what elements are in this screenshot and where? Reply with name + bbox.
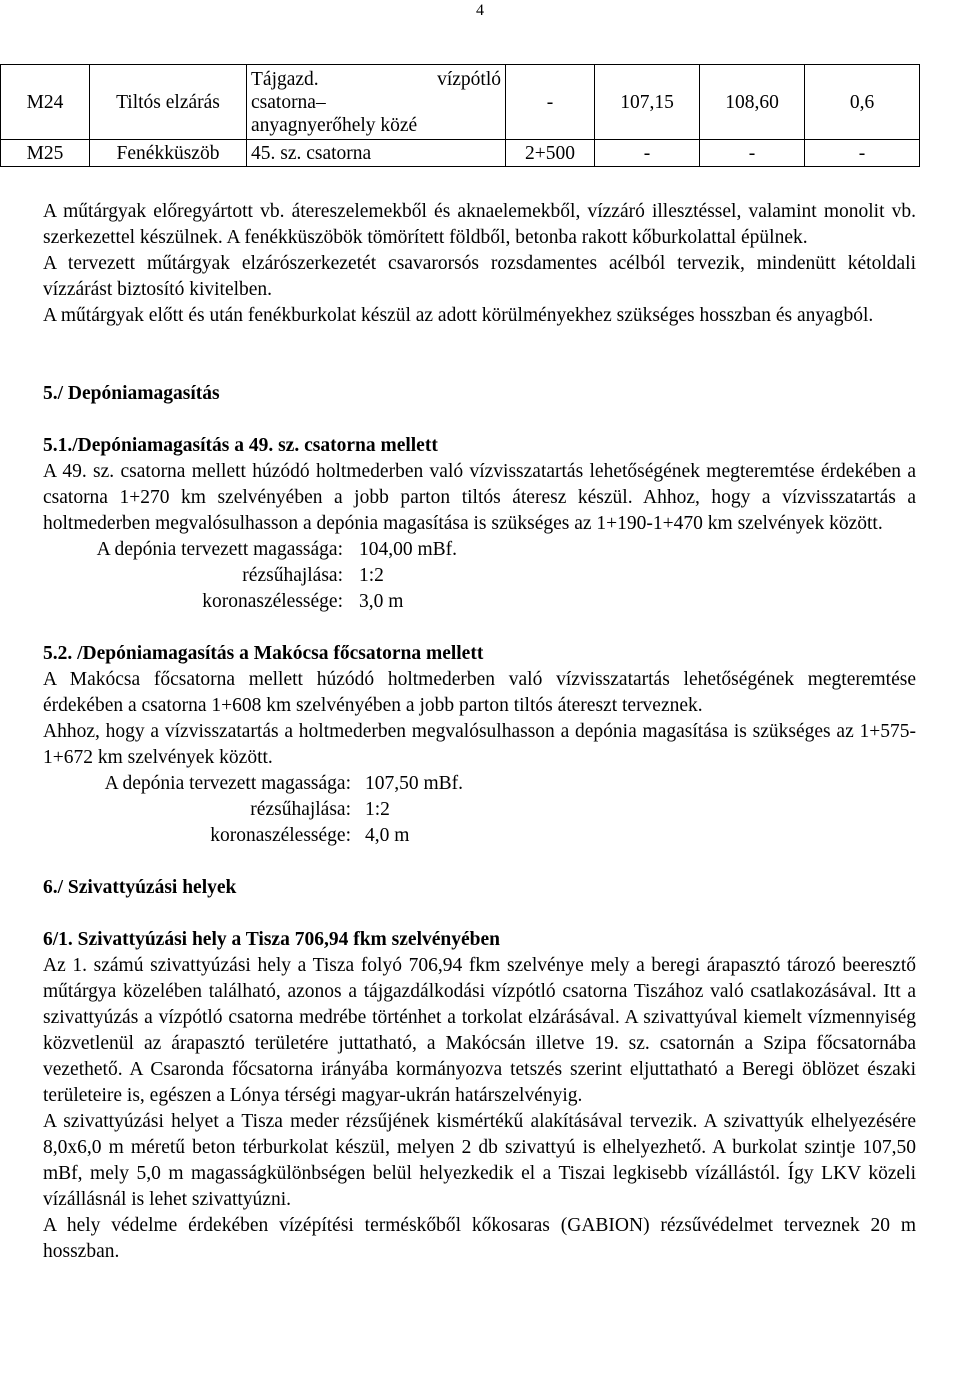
table-cell-location: 45. sz. csatorna — [247, 140, 506, 167]
table-cell-name: Fenékküszöb — [90, 140, 247, 167]
spec-value: 1:2 — [359, 565, 384, 586]
paragraph: A műtárgyak előtt és után fenékburkolat készül az adott körülményekhez szükséges hosszban és anyagból. — [43, 305, 874, 326]
table-row — [1, 65, 920, 140]
table-cell-id: M25 — [1, 140, 90, 167]
paragraph: A hely védelme érdekében vízépítési terméskőből kőkosaras (GABION) rézsűvédelmet terveznek 20 m hosszban. — [43, 1215, 916, 1262]
paragraph: Ahhoz, hogy a vízvisszatartás a holtmederben megvalósulhasson a depónia magasítása is szükséges az 1+575-1+672 km szelvények között. — [43, 721, 916, 768]
page-number: 4 — [476, 2, 484, 19]
paragraph: A Makócsa főcsatorna mellett húzódó holtmederben való vízvisszatartás lehetőségének megteremtése érdekében a csatorna 1+608 km szelvényében a jobb parton tiltós átereszt terveznek. — [43, 669, 916, 716]
spec-row — [43, 563, 916, 589]
spec-value: 1:2 — [365, 799, 390, 820]
spec-label: koronaszélessége: — [202, 591, 343, 612]
table-cell-section: 2+500 — [506, 140, 595, 167]
spec-label: A depónia tervezett magassága: — [104, 773, 351, 794]
spec-value: 3,0 m — [359, 591, 404, 612]
table-cell-location — [247, 65, 506, 140]
paragraph: A műtárgyak előregyártott vb. átereszelemekből és aknaelemekből, vízzáró illesztéssel, valamint monolit vb. szerkezettel készülnek. A fenékküszöbök tömörített földből, betonba rakott kőburkolattal épülnek. — [43, 201, 916, 248]
spec-value: 4,0 m — [365, 825, 410, 846]
table-cell-value-2: 108,60 — [700, 65, 805, 140]
paragraph: A tervezett műtárgyak elzárószerkezetét csavarorsós rozsdamentes acélból tervezik, mindenütt kétoldali vízzárást biztosító kivitelben. — [43, 253, 916, 300]
location-part-a: Tájgazd. — [251, 68, 319, 90]
location-part-b: vízpótló — [437, 68, 501, 90]
structures-table — [0, 64, 920, 167]
paragraph: A 49. sz. csatorna mellett húzódó holtmederben való vízvisszatartás lehetőségének megteremtése érdekében a csatorna 1+270 km szelvényében a jobb parton tiltós áteresz készül. Ahhoz, hogy a vízvisszatartás a holtmederben megvalósulhasson a depónia magasítása is szükséges az 1+190-1+470 km szelvények között. — [43, 461, 916, 534]
table-cell-id: M24 — [1, 65, 90, 140]
section-heading: 5./ Depóniamagasítás — [43, 383, 220, 404]
spec-value: 107,50 mBf. — [365, 773, 464, 794]
location-part-d: anyagnyerőhely közé — [251, 114, 418, 136]
table-cell-section: - — [506, 65, 595, 140]
document-body — [43, 199, 916, 1265]
spec-row — [43, 589, 916, 615]
table-cell-value-3: - — [805, 140, 920, 167]
table-cell-value-1: 107,15 — [595, 65, 700, 140]
table-row — [1, 140, 920, 167]
spec-row — [43, 771, 916, 797]
spec-value: 104,00 mBf. — [359, 539, 458, 560]
spec-label: A depónia tervezett magassága: — [96, 539, 343, 560]
spec-label: rézsűhajlása: — [250, 799, 351, 820]
paragraph: A szivattyúzási helyet a Tisza meder rézsűjének kismértékű alakításával tervezik. A szivattyúk elhelyezésére 8,0x6,0 m méretű beton térburkolat készül, melyen 2 db szivattyú is elhelyezhető. A burkolat szintje 107,50 mBf, mely 5,0 m magasságkülönbségen belül helyezkedik el a Tiszai legkisebb vízállástól. Így LKV közeli vízállásnál is lehet szivattyúzni. — [43, 1111, 916, 1210]
table-cell-name: Tiltós elzárás — [90, 65, 247, 140]
table-cell-value-2: - — [700, 140, 805, 167]
table-cell-value-3: 0,6 — [805, 65, 920, 140]
subsection-heading: 5.1./Depóniamagasítás a 49. sz. csatorna mellett — [43, 435, 438, 456]
subsection-heading: 5.2. /Depóniamagasítás a Makócsa főcsatorna mellett — [43, 643, 484, 664]
table-cell-value-1: - — [595, 140, 700, 167]
spec-label: rézsűhajlása: — [242, 565, 343, 586]
subsection-heading: 6/1. Szivattyúzási hely a Tisza 706,94 fkm szelvényében — [43, 929, 500, 950]
section-heading: 6./ Szivattyúzási helyek — [43, 877, 237, 898]
spec-row — [43, 797, 916, 823]
spec-label: koronaszélessége: — [210, 825, 351, 846]
spec-row — [43, 537, 916, 563]
paragraph: Az 1. számú szivattyúzási hely a Tisza folyó 706,94 fkm szelvénye mely a beregi árapasztó tározó beeresztő műtárgya közelében található, azonos a tájgazdálkodási vízpótló csatorna Tiszához való csatlakozásával. Itt a szivattyúzás a vízpótló csatorna medrébe történhet a torkolat elzárásával. A szivattyúval kiemelt vízmennyiség közvetlenül az árapasztó területére juttatható, a Makócsán illetve 19. sz. csatornán a Szipa főcsatornába vezethető. A Csaronda főcsatorna irányába kormányozva tetszés szerint eljuttatható a Beregi öblözet északi területeire is, egészen a Lónya térségi magyar-ukrán határszelvényig. — [43, 955, 916, 1106]
spec-row — [43, 823, 916, 849]
location-part-c: csatorna– — [251, 91, 326, 113]
